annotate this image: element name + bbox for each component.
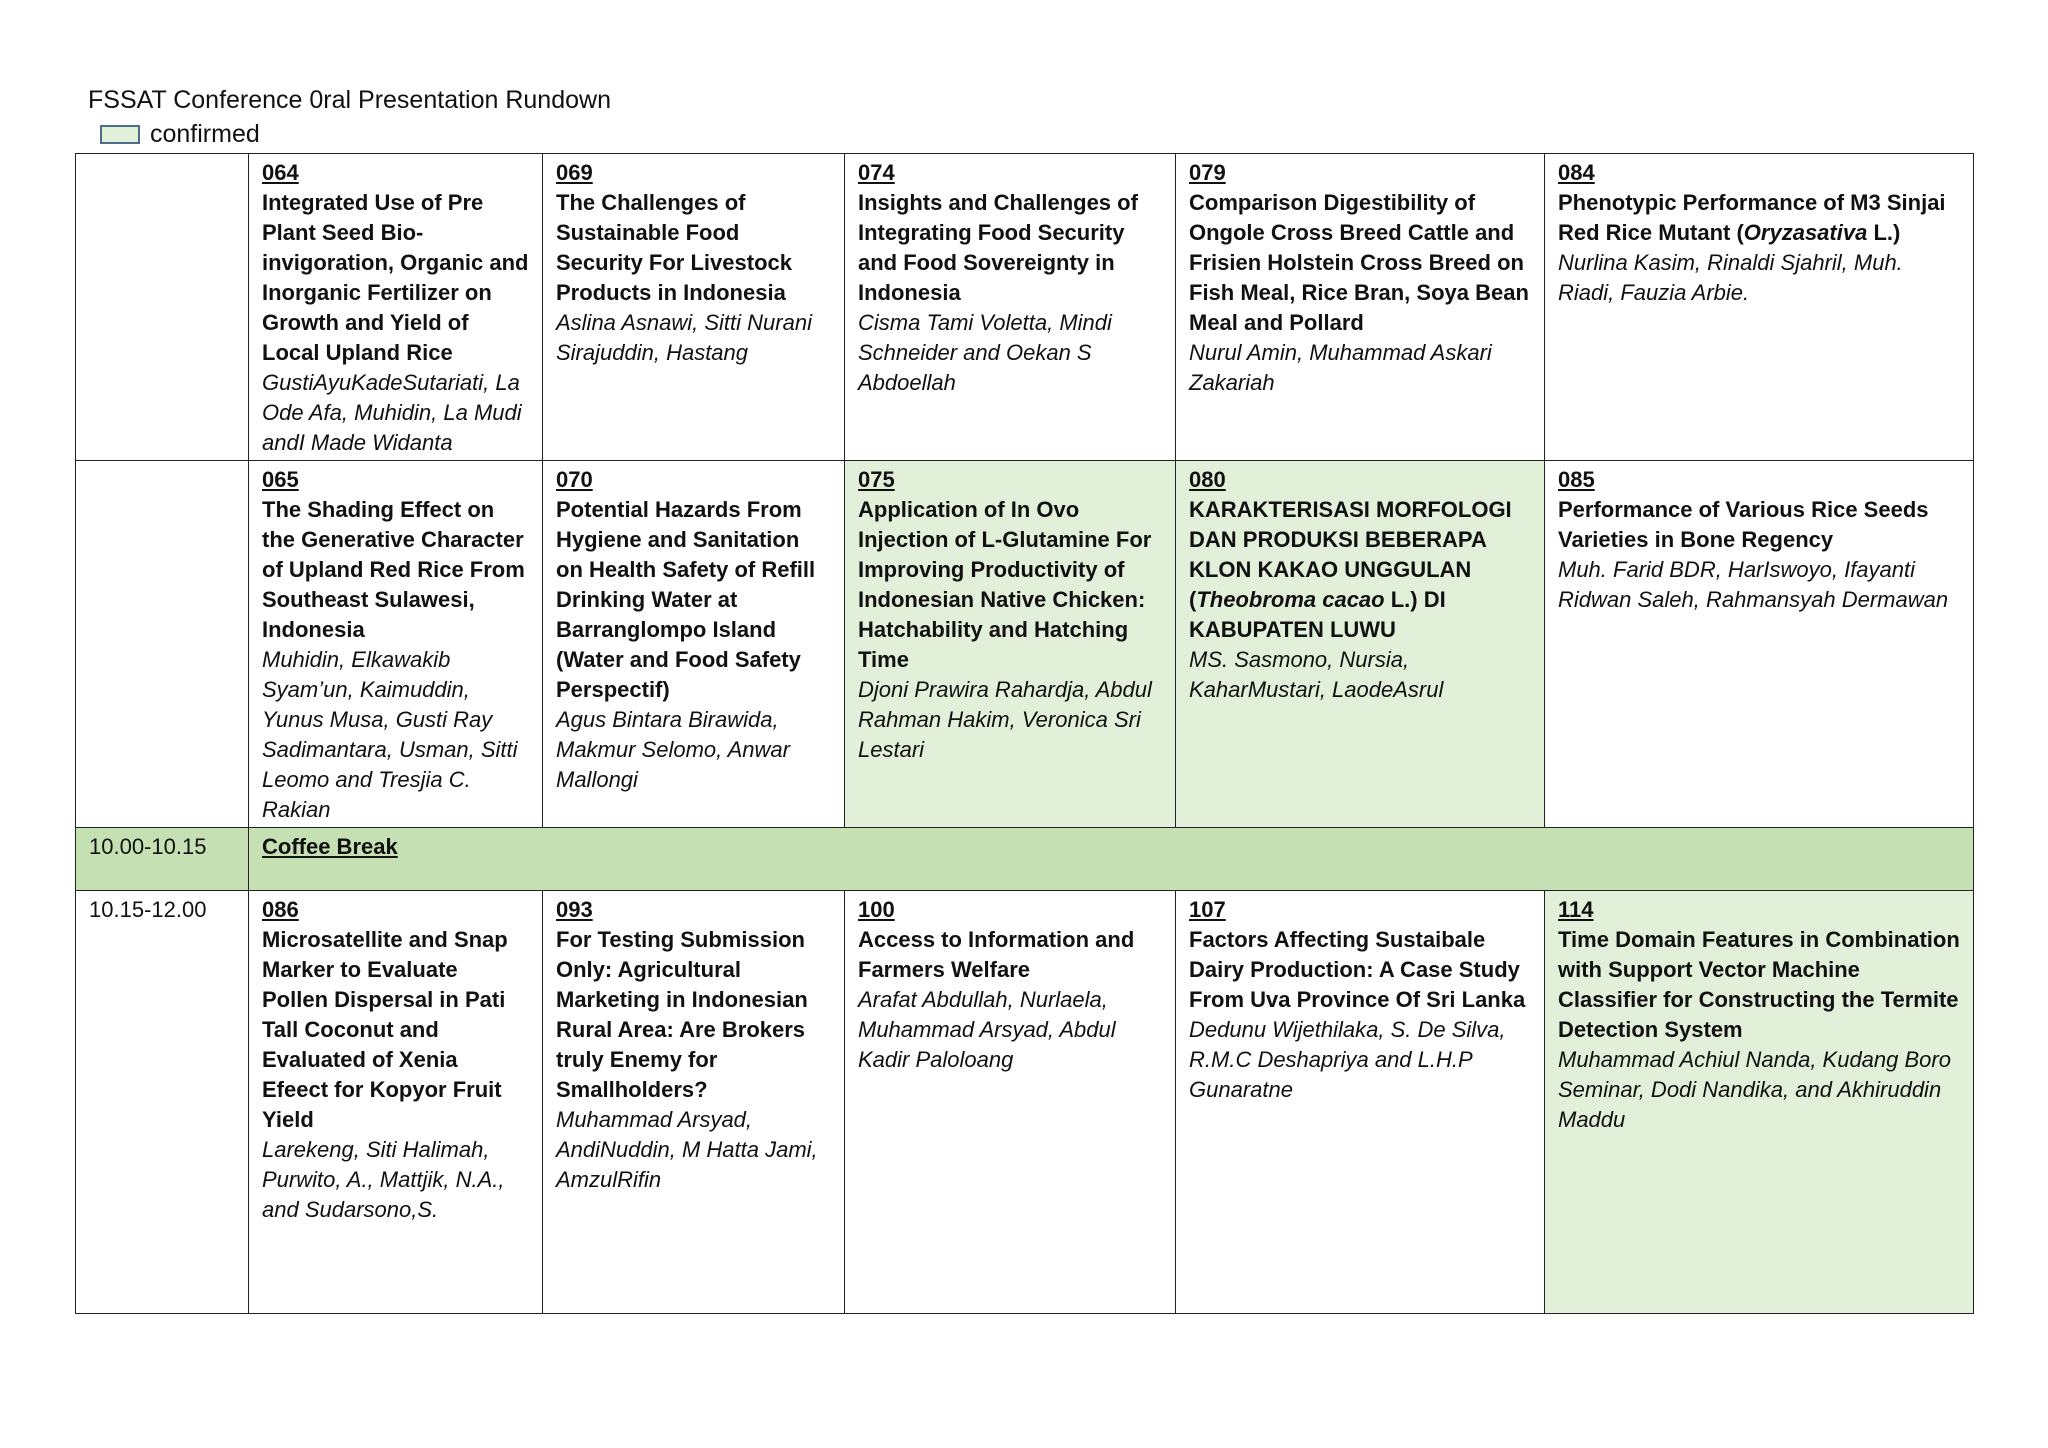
paper-authors: Nurlina Kasim, Rinaldi Sjahril, Muh. Riadi, Fauzia Arbie. [1558,250,1903,305]
paper-id: 085 [1558,467,1595,492]
paper-authors: Muh. Farid BDR, HarIswoyo, Ifayanti Ridwan Saleh, Rahmansyah Dermawan [1558,557,1949,612]
paper-authors: Dedunu Wijethilaka, S. De Silva, R.M.C Deshapriya and L.H.P Gunaratne [1189,1017,1506,1102]
paper-cell [543,461,845,828]
paper-authors: Nurul Amin, Muhammad Askari Zakariah [1189,340,1492,395]
paper-title: Phenotypic Performance of M3 Sinjai Red Rice Mutant (Oryzasativa L.) [1558,190,1946,245]
paper-authors: Muhammad Arsyad, AndiNuddin, M Hatta Jami, AmzulRifin [556,1107,818,1192]
paper-cell [249,461,543,828]
paper-authors: Agus Bintara Birawida, Makmur Selomo, Anwar Mallongi [556,707,790,792]
paper-cell [1545,461,1974,828]
paper-authors: Aslina Asnawi, Sitti Nurani Sirajuddin, Hastang [556,310,812,365]
paper-cell [1176,891,1545,1314]
paper-cell-confirmed [1176,461,1545,828]
paper-id: 084 [1558,160,1595,185]
paper-authors: MS. Sasmono, Nursia, KaharMustari, LaodeAsrul [1189,647,1444,702]
paper-title: Comparison Digestibility of Ongole Cross Breed Cattle and Frisien Holstein Cross Breed on Fish Meal, Rice Bran, Soya Bean Meal and Pollard [1189,190,1529,335]
paper-title: The Challenges of Sustainable Food Security For Livestock Products in Indonesia [556,190,792,305]
paper-authors: Muhidin, Elkawakib Syam’un, Kaimuddin, Yunus Musa, Gusti Ray Sadimantara, Usman, Sitti Leomo and Tresjia C. Rakian [262,647,518,822]
paper-title: Insights and Challenges of Integrating Food Security and Food Sovereignty in Indonesia [858,190,1138,305]
paper-id: 075 [858,467,895,492]
paper-id: 065 [262,467,299,492]
paper-cell-confirmed [845,461,1176,828]
paper-title: Time Domain Features in Combination with Support Vector Machine Classifier for Constructing the Termite Detection System [1558,927,1960,1042]
paper-id: 093 [556,897,593,922]
paper-title: Performance of Various Rice Seeds Varieties in Bone Regency [1558,497,1929,552]
break-cell [249,828,1974,891]
paper-authors: Muhammad Achiul Nanda, Kudang Boro Seminar, Dodi Nandika, and Akhiruddin Maddu [1558,1047,1951,1132]
paper-cell [543,154,845,461]
legend-label: confirmed [150,120,260,148]
paper-title: The Shading Effect on the Generative Character of Upland Red Rice From Southeast Sulawesi, Indonesia [262,497,525,642]
paper-cell [249,891,543,1314]
paper-id: 080 [1189,467,1226,492]
paper-title: KARAKTERISASI MORFOLOGI DAN PRODUKSI BEBERAPA KLON KAKAO UNGGULAN (Theobroma cacao L.) DI KABUPATEN LUWU [1189,497,1512,642]
legend-swatch [100,125,140,144]
paper-authors: Cisma Tami Voletta, Mindi Schneider and Oekan S Abdoellah [858,310,1112,395]
paper-title: For Testing Submission Only: Agricultural Marketing in Indonesian Rural Area: Are Brokers truly Enemy for Smallholders? [556,927,808,1102]
time-cell [76,461,249,828]
paper-id: 086 [262,897,299,922]
paper-authors: GustiAyuKadeSutariati, La Ode Afa, Muhidin, La Mudi andI Made Widanta [262,370,522,455]
table-row [76,461,1974,828]
paper-title: Access to Information and Farmers Welfare [858,927,1135,982]
paper-title: Application of In Ovo Injection of L-Glutamine For Improving Productivity of Indonesian Native Chicken: Hatchability and Hatching Time [858,497,1152,672]
time-cell: 10.00-10.15 [76,828,249,891]
paper-id: 107 [1189,897,1226,922]
paper-cell [845,891,1176,1314]
page-title: FSSAT Conference 0ral Presentation Rundown [88,86,611,114]
rundown-table [75,153,1974,1314]
paper-title: Factors Affecting Sustaibale Dairy Production: A Case Study From Uva Province Of Sri Lanka [1189,927,1526,1012]
paper-id: 100 [858,897,895,922]
time-cell [76,154,249,461]
table-row [76,891,1974,1314]
paper-id: 069 [556,160,593,185]
paper-cell-confirmed [1545,891,1974,1314]
paper-authors: Larekeng, Siti Halimah, Purwito, A., Mattjik, N.A., and Sudarsono,S. [262,1137,505,1222]
paper-id: 079 [1189,160,1226,185]
paper-id: 070 [556,467,593,492]
paper-authors: Arafat Abdullah, Nurlaela, Muhammad Arsyad, Abdul Kadir Paloloang [858,987,1116,1072]
species-name: Oryzasativa [1743,220,1868,245]
legend [100,120,260,149]
species-name: Theobroma cacao [1196,587,1385,612]
coffee-break-row [76,828,1974,891]
paper-cell [543,891,845,1314]
paper-cell [1545,154,1974,461]
paper-id: 114 [1558,897,1594,922]
paper-cell [845,154,1176,461]
paper-title: Microsatellite and Snap Marker to Evaluate Pollen Dispersal in Pati Tall Coconut and Evaluated of Xenia Efeect for Kopyor Fruit Yield [262,927,508,1132]
paper-authors: Djoni Prawira Rahardja, Abdul Rahman Hakim, Veronica Sri Lestari [858,677,1152,762]
paper-id: 064 [262,160,299,185]
time-cell: 10.15-12.00 [76,891,249,1314]
paper-cell [1176,154,1545,461]
paper-id: 074 [858,160,895,185]
paper-title: Potential Hazards From Hygiene and Sanitation on Health Safety of Refill Drinking Water at Barranglompo Island (Water and Food Safety Perspectif) [556,497,816,702]
paper-title: Integrated Use of Pre Plant Seed Bio-invigoration, Organic and Inorganic Fertilizer on Growth and Yield of Local Upland Rice [262,190,529,365]
break-label: Coffee Break [262,834,398,859]
table-row [76,154,1974,461]
paper-cell [249,154,543,461]
